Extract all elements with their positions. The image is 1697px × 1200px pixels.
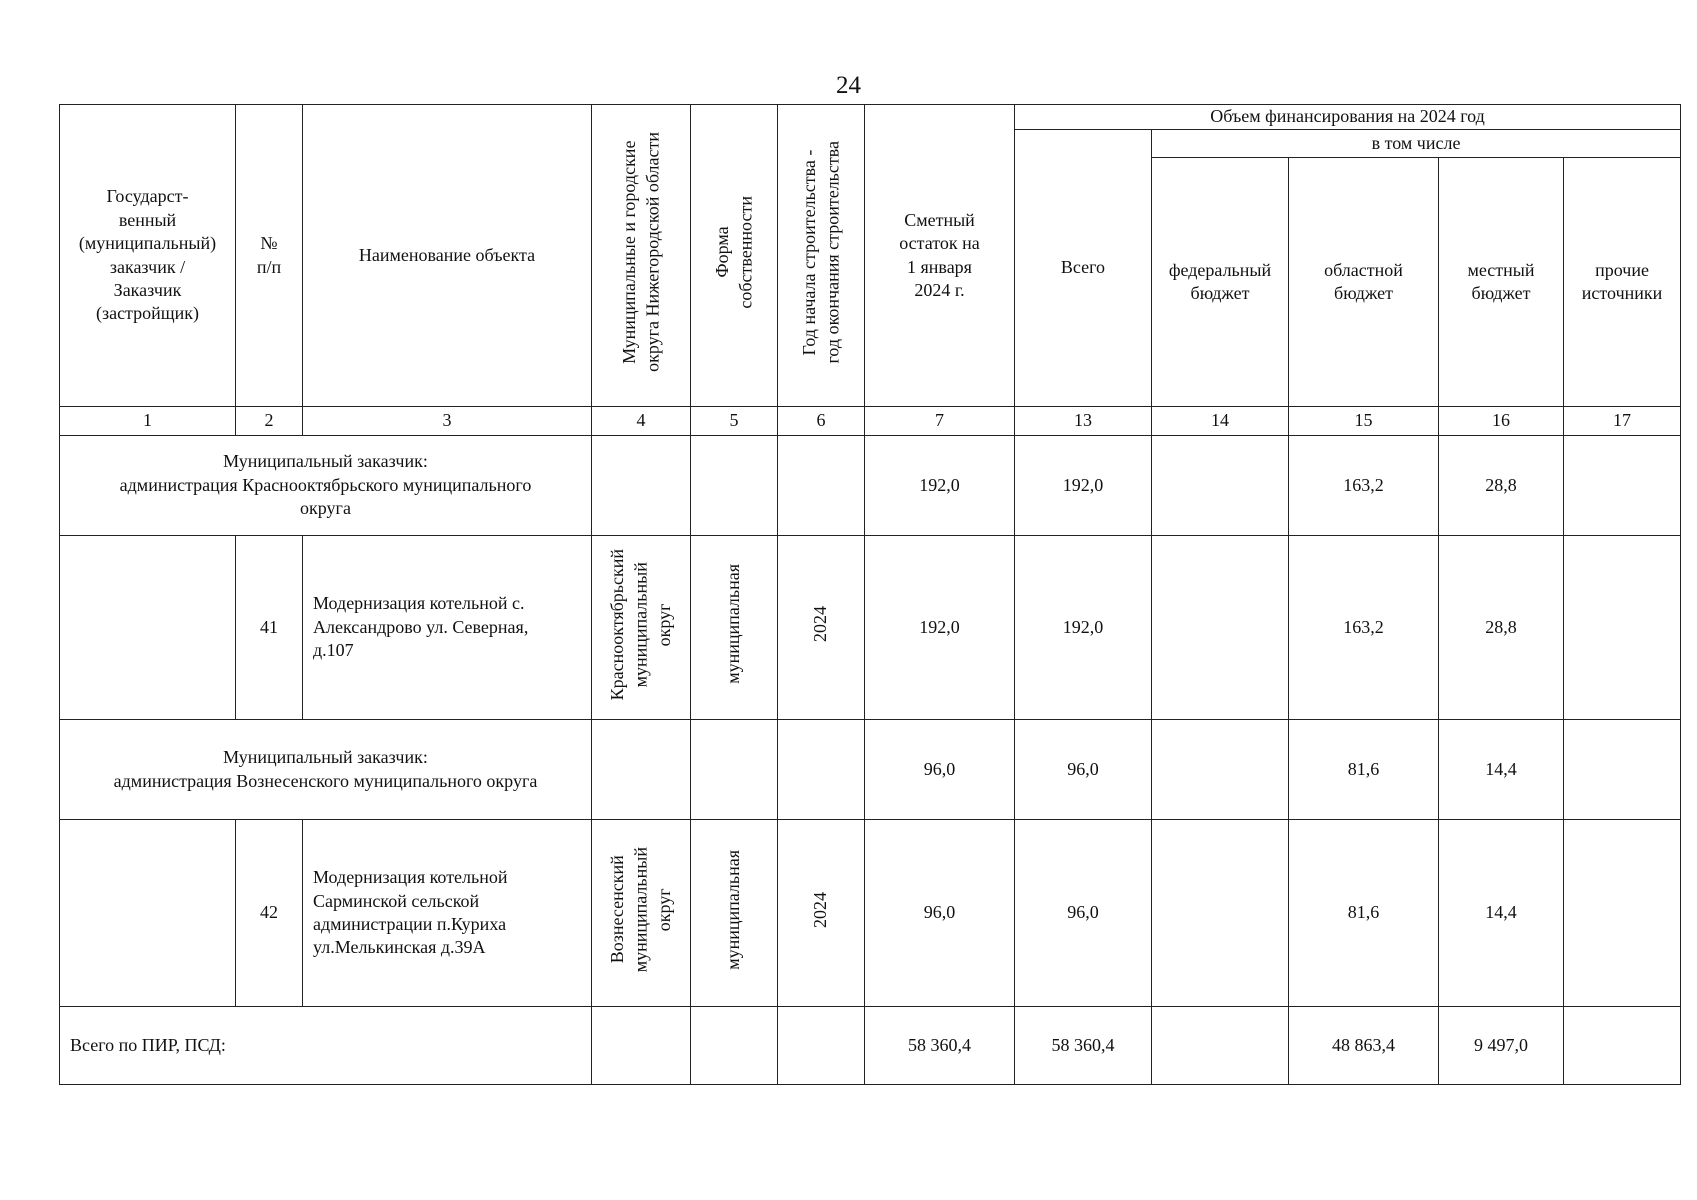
header-local: местный бюджет	[1439, 158, 1564, 407]
page-number: 24	[836, 72, 861, 99]
other-cell	[1564, 720, 1681, 820]
estimate-cell: 192,0	[865, 536, 1015, 720]
header-ownership: Форма собственности	[691, 105, 778, 407]
column-number-row	[60, 407, 1681, 436]
header-federal: федеральный бюджет	[1152, 158, 1289, 407]
total-cell: 192,0	[1015, 436, 1152, 536]
row-number: 42	[236, 820, 303, 1007]
regional-cell: 81,6	[1289, 720, 1439, 820]
object-row	[60, 820, 1681, 1007]
ownership-cell: муниципальная	[691, 536, 778, 720]
federal-cell	[1152, 436, 1289, 536]
other-cell	[1564, 1007, 1681, 1085]
total-cell: 192,0	[1015, 536, 1152, 720]
other-cell	[1564, 436, 1681, 536]
estimate-cell: 96,0	[865, 720, 1015, 820]
header-customer: Государст- венный (муниципальный) заказчик / Заказчик (застройщик)	[60, 105, 236, 407]
regional-cell: 81,6	[1289, 820, 1439, 1007]
object-name: Модернизация котельной с. Александрово ул. Северная, д.107	[303, 536, 592, 720]
years-cell: 2024	[778, 536, 865, 720]
header-total: Всего	[1015, 130, 1152, 407]
customer-group-row	[60, 436, 1681, 536]
total-label: Всего по ПИР, ПСД:	[60, 1007, 592, 1085]
total-row	[60, 1007, 1681, 1085]
object-row	[60, 536, 1681, 720]
col-number: 16	[1439, 407, 1564, 436]
customer-group-row	[60, 720, 1681, 820]
local-cell: 14,4	[1439, 820, 1564, 1007]
header-municipal-district: Муниципальные и городские округа Нижегородской области	[592, 105, 691, 407]
local-cell: 9 497,0	[1439, 1007, 1564, 1085]
customer-group-label: Муниципальный заказчик: администрация Вознесенского муниципального округа	[60, 720, 592, 820]
col-number: 7	[865, 407, 1015, 436]
col-number: 14	[1152, 407, 1289, 436]
col-number: 13	[1015, 407, 1152, 436]
total-cell: 96,0	[1015, 720, 1152, 820]
col-number: 17	[1564, 407, 1681, 436]
header-other: прочие источники	[1564, 158, 1681, 407]
col-number: 3	[303, 407, 592, 436]
local-cell: 14,4	[1439, 720, 1564, 820]
col-number: 15	[1289, 407, 1439, 436]
col-number: 1	[60, 407, 236, 436]
header-num: № п/п	[236, 105, 303, 407]
ownership-cell: муниципальная	[691, 820, 778, 1007]
regional-cell: 163,2	[1289, 436, 1439, 536]
local-cell: 28,8	[1439, 436, 1564, 536]
federal-cell	[1152, 720, 1289, 820]
header-regional: областной бюджет	[1289, 158, 1439, 407]
years-cell: 2024	[778, 820, 865, 1007]
total-cell: 96,0	[1015, 820, 1152, 1007]
federal-cell	[1152, 820, 1289, 1007]
estimate-cell: 96,0	[865, 820, 1015, 1007]
col-number: 5	[691, 407, 778, 436]
estimate-cell: 192,0	[865, 436, 1015, 536]
col-number: 6	[778, 407, 865, 436]
object-name: Модернизация котельной Сарминской сельской администрации п.Куриха ул.Мелькинская д.39А	[303, 820, 592, 1007]
header-including: в том числе	[1152, 130, 1681, 158]
customer-group-label: Муниципальный заказчик: администрация Краснооктябрьского муниципального округа	[60, 436, 592, 536]
col-number: 2	[236, 407, 303, 436]
local-cell: 28,8	[1439, 536, 1564, 720]
financing-table	[59, 104, 1681, 1085]
other-cell	[1564, 536, 1681, 720]
federal-cell	[1152, 1007, 1289, 1085]
header-estimated-balance: Сметный остаток на 1 января 2024 г.	[865, 105, 1015, 407]
row-number: 41	[236, 536, 303, 720]
header-object-name: Наименование объекта	[303, 105, 592, 407]
other-cell	[1564, 820, 1681, 1007]
district-cell: Вознесенский муниципальный округ	[592, 820, 691, 1007]
regional-cell: 163,2	[1289, 536, 1439, 720]
col-number: 4	[592, 407, 691, 436]
district-cell: Краснооктябрьский муниципальный округ	[592, 536, 691, 720]
total-cell: 58 360,4	[1015, 1007, 1152, 1085]
federal-cell	[1152, 536, 1289, 720]
header-funding-group: Объем финансирования на 2024 год	[1015, 105, 1681, 130]
header-years: Год начала строительства - год окончания строительства	[778, 105, 865, 407]
regional-cell: 48 863,4	[1289, 1007, 1439, 1085]
estimate-cell: 58 360,4	[865, 1007, 1015, 1085]
